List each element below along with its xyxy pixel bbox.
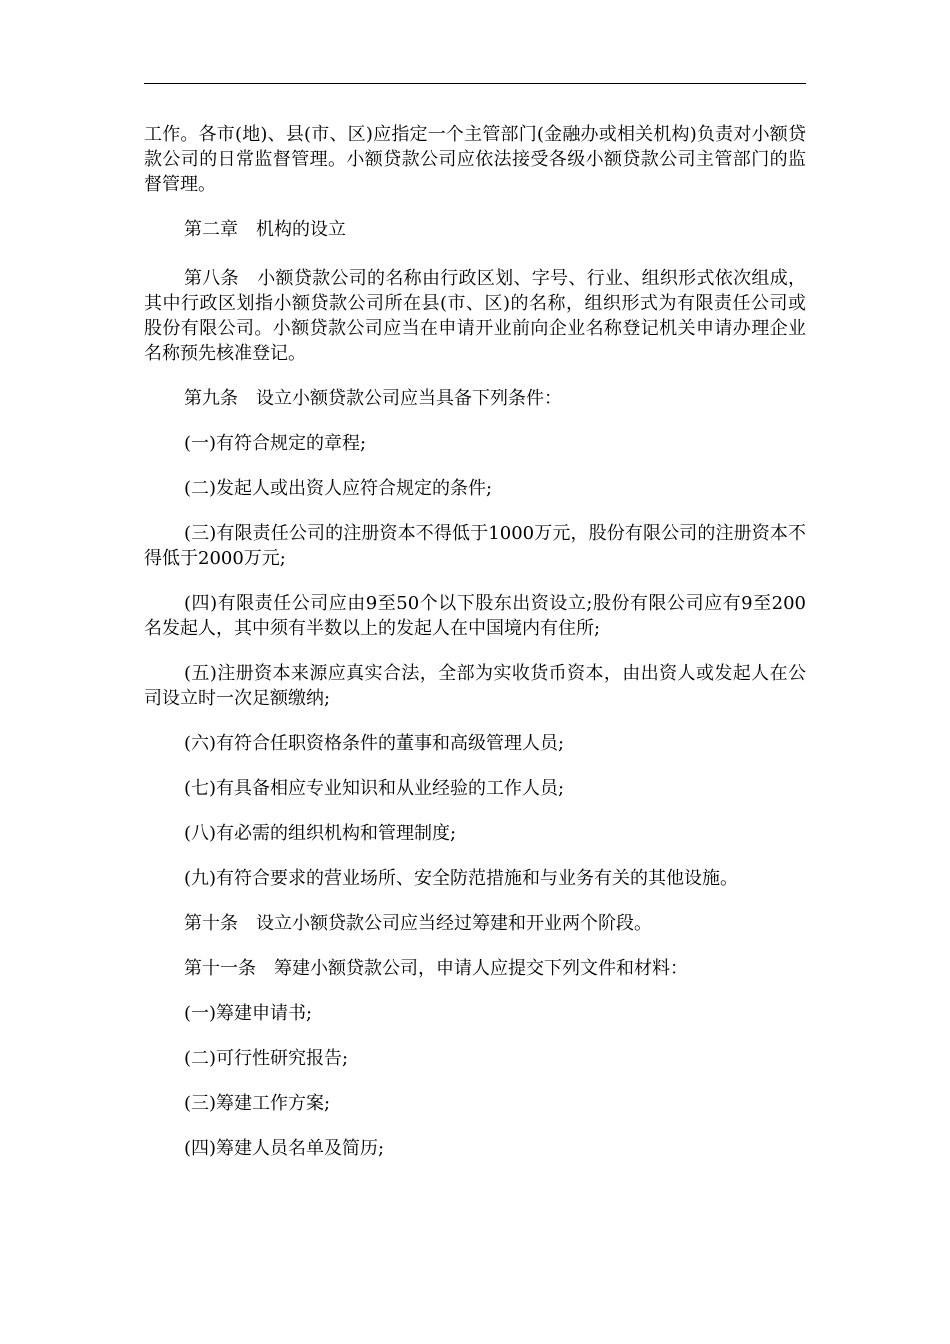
article-9-item-9: (九)有符合要求的营业场所、安全防范措施和与业务有关的其他设施。 — [184, 868, 739, 889]
document-body — [144, 122, 806, 1181]
article-9-item-8: (八)有必需的组织机构和管理制度; — [184, 823, 457, 844]
header-rule — [144, 83, 806, 84]
article-8: 第八条 小额贷款公司的名称由行政区划、字号、行业、组织形式依次组成，其中行政区划指小额贷款公司所在县(市、区)的名称，组织形式为有限责任公司或股份有限公司。小额贷款公司应当在申请开业前向企业名称登记机关申请办理企业名称预先核准登记。 — [144, 268, 806, 364]
article-9-item-7: (七)有具备相应专业知识和从业经验的工作人员; — [184, 778, 565, 799]
article-9-item-5: (五)注册资本来源应真实合法，全部为实收货币资本，由出资人或发起人在公司设立时一次足额缴纳; — [144, 663, 806, 709]
paragraph-continuation: 工作。各市(地)、县(市、区)应指定一个主管部门(金融办或相关机构)负责对小额贷款公司的日常监督管理。小额贷款公司应依法接受各级小额贷款公司主管部门的监督管理。 — [144, 124, 806, 195]
article-9-item-6: (六)有符合任职资格条件的董事和高级管理人员; — [184, 733, 565, 754]
article-9-item-4: (四)有限责任公司应由9至50个以下股东出资设立;股份有限公司应有9至200名发起人，其中须有半数以上的发起人在中国境内有住所; — [144, 593, 806, 639]
chapter-heading: 第二章 机构的设立 — [184, 219, 346, 240]
article-10: 第十条 设立小额贷款公司应当经过筹建和开业两个阶段。 — [184, 913, 652, 934]
article-11: 第十一条 筹建小额贷款公司，申请人应提交下列文件和材料： — [184, 958, 688, 979]
article-11-item-3: (三)筹建工作方案; — [184, 1093, 331, 1114]
article-9-item-1: (一)有符合规定的章程; — [184, 433, 367, 454]
article-9: 第九条 设立小额贷款公司应当具备下列条件： — [184, 388, 562, 409]
article-9-item-3: (三)有限责任公司的注册资本不得低于1000万元，股份有限公司的注册资本不得低于2000万元; — [144, 523, 806, 569]
article-11-item-4: (四)筹建人员名单及简历; — [184, 1138, 385, 1159]
article-11-item-2: (二)可行性研究报告; — [184, 1048, 349, 1069]
article-11-item-1: (一)筹建申请书; — [184, 1003, 313, 1024]
article-9-item-2: (二)发起人或出资人应符合规定的条件; — [184, 478, 493, 499]
